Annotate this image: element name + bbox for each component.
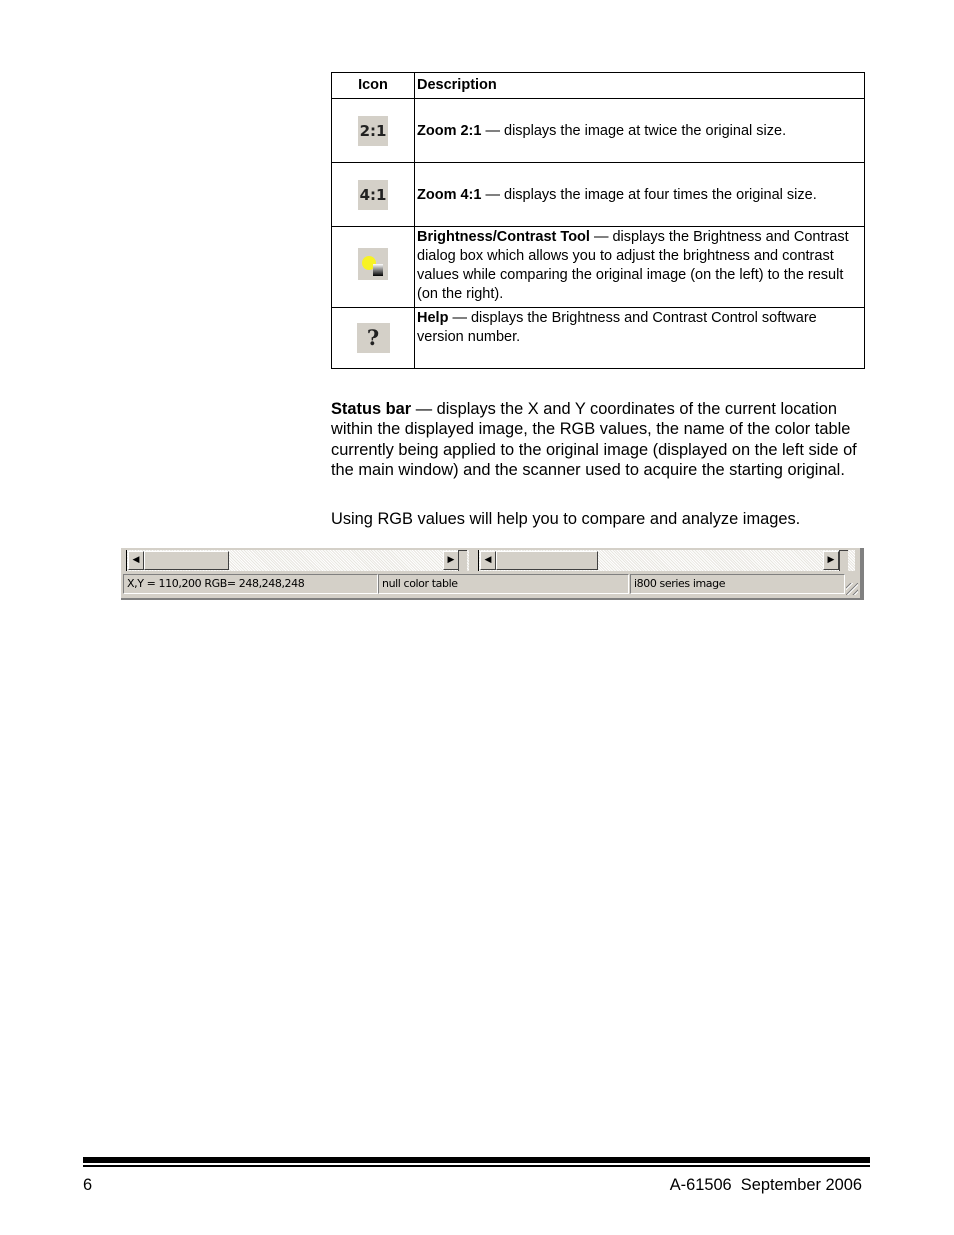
table-row xyxy=(332,227,865,308)
left-horizontal-scrollbar[interactable] xyxy=(126,550,469,571)
status-bar-paragraph xyxy=(331,399,876,481)
scroll-thumb[interactable] xyxy=(496,551,598,570)
description-text: — displays the image at four times the original size. xyxy=(481,186,817,203)
description-cell xyxy=(415,163,865,227)
right-horizontal-scrollbar[interactable] xyxy=(478,550,855,571)
document-reference xyxy=(670,1176,862,1195)
footer-rule-thin xyxy=(83,1165,870,1167)
table-row xyxy=(332,99,865,163)
description-cell xyxy=(415,99,865,163)
scroll-right-arrow-icon[interactable]: ▶ xyxy=(823,551,839,570)
scanner-panel: i800 series image xyxy=(630,574,845,594)
status-bar-text: — displays the X and Y coordinates of the current location within the displayed image, the RGB values, the name of the color table currently being applied to the original image (displayed on the left side of the main window) and the scanner used to acquire the starting original. xyxy=(331,400,857,480)
table-row xyxy=(332,163,865,227)
doc-date: September 2006 xyxy=(740,1176,862,1194)
header-icon: Icon xyxy=(332,73,415,99)
description-text: — displays the image at twice the original size. xyxy=(481,122,787,139)
color-table-panel: null color table xyxy=(378,574,629,594)
term: Brightness/Contrast Tool xyxy=(417,229,590,245)
coordinates-panel: X,Y = 110,200 RGB= 248,248,248 xyxy=(123,574,378,594)
rgb-paragraph: Using RGB values will help you to compare and analyze images. xyxy=(331,510,801,528)
table-row xyxy=(332,308,865,369)
scroll-right-arrow-icon[interactable]: ▶ xyxy=(443,551,459,570)
term: Zoom 2:1 xyxy=(417,122,482,139)
status-bar-screenshot xyxy=(121,548,864,600)
description-text: — displays the Brightness and Contrast Control software version number. xyxy=(417,310,817,345)
term: Zoom 4:1 xyxy=(417,186,482,203)
header-description: Description xyxy=(415,73,865,99)
status-bar-term: Status bar xyxy=(331,400,412,418)
description-cell xyxy=(415,227,865,308)
brightness-contrast-icon xyxy=(358,248,388,280)
scroll-thumb[interactable] xyxy=(144,551,229,570)
footer-rule xyxy=(83,1157,870,1163)
zoom-4-1-icon: 4:1 xyxy=(358,180,388,210)
description-cell xyxy=(415,308,865,369)
scroll-left-arrow-icon[interactable]: ◀ xyxy=(128,551,144,570)
doc-id: A-61506 xyxy=(669,1176,732,1194)
help-icon: ? xyxy=(357,323,390,353)
page-number: 6 xyxy=(83,1176,93,1194)
icon-table xyxy=(331,72,865,369)
scroll-left-arrow-icon[interactable]: ◀ xyxy=(480,551,496,570)
resize-grip-icon[interactable] xyxy=(846,583,858,595)
zoom-2-1-icon: 2:1 xyxy=(358,116,388,146)
description-text: — displays the Brightness and Contrast dialog box which allows you to adjust the brightness and contrast values while comparing the original image (on the left) to the result (on the right). xyxy=(417,229,849,302)
term: Help xyxy=(417,310,449,326)
